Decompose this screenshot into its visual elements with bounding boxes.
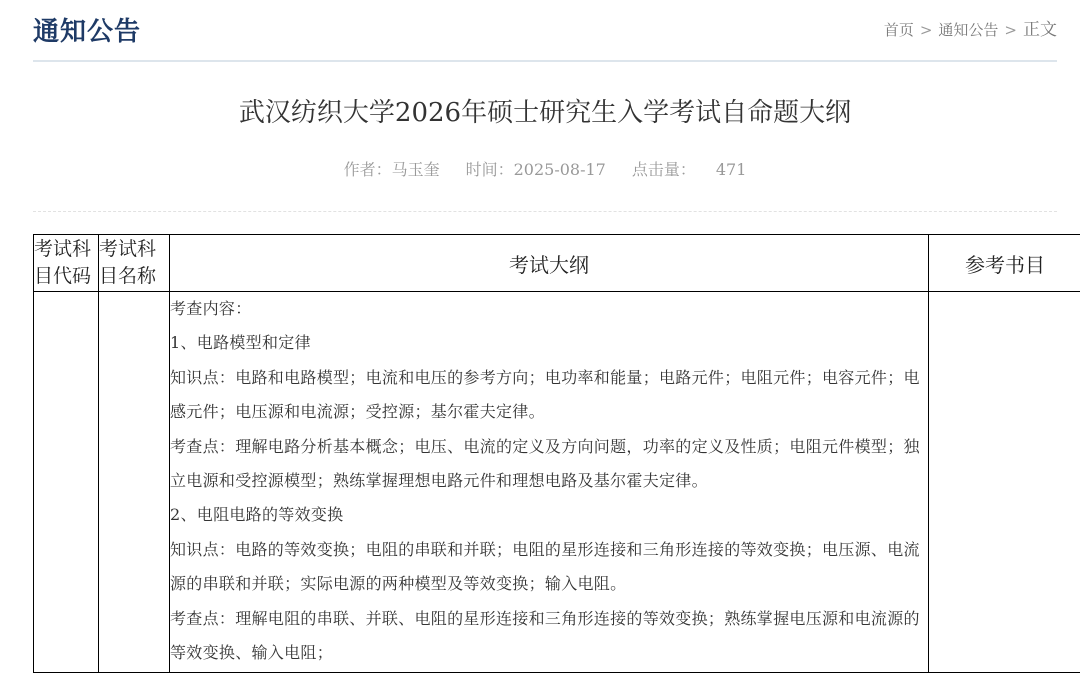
exam-outline-cell: [170, 292, 929, 673]
header-exam-outline: 考试大纲: [170, 235, 929, 292]
content-heading: 考查内容：: [170, 292, 928, 326]
reference-books-cell: [929, 292, 1080, 673]
clicks-label: 点击量：: [632, 160, 696, 179]
breadcrumb-separator: >: [920, 21, 933, 39]
content-section-title: 1、电路模型和定律: [170, 326, 928, 360]
exam-outline-table: [33, 234, 1080, 673]
meta-divider: [33, 211, 1057, 212]
subject-code-cell: [34, 292, 99, 673]
section-title: 通知公告: [33, 15, 141, 49]
breadcrumb-current: 正文: [1023, 20, 1057, 40]
page-header: [33, 0, 1057, 62]
header-subject-code: 考试科目代码: [34, 235, 99, 292]
header-subject-name: 考试科目名称: [99, 235, 170, 292]
breadcrumb-separator: >: [1004, 21, 1017, 39]
article-meta: [33, 158, 1057, 182]
article-title: 武汉纺织大学2026年硕士研究生入学考试自命题大纲: [33, 94, 1057, 132]
breadcrumb: [884, 19, 1057, 41]
header-reference-books: 参考书目: [929, 235, 1080, 292]
content-section-title: 2、电阻电路的等效变换: [170, 498, 928, 532]
clicks-value: 471: [716, 160, 747, 179]
time-value: 2025-08-17: [514, 160, 606, 179]
breadcrumb-notices-link[interactable]: 通知公告: [938, 21, 998, 39]
subject-name-cell: [99, 292, 170, 673]
table-row: [34, 292, 1080, 673]
content-paragraph: 知识点：电路的等效变换；电阻的串联和并联；电阻的星形连接和三角形连接的等效变换；电压源、电流源的串联和并联；实际电源的两种模型及等效变换；输入电阻。: [170, 533, 928, 602]
content-paragraph: 考查点：理解电阻的串联、并联、电阻的星形连接和三角形连接的等效变换；熟练掌握电压源和电流源的等效变换、输入电阻；: [170, 602, 928, 671]
content-paragraph: 考查点：理解电路分析基本概念；电压、电流的定义及方向问题，功率的定义及性质；电阻元件模型；独立电源和受控源模型；熟练掌握理想电路元件和理想电路及基尔霍夫定律。: [170, 430, 928, 499]
table-header-row: [34, 235, 1080, 292]
content-paragraph: 知识点：电路和电路模型；电流和电压的参考方向；电功率和能量；电路元件；电阻元件；电容元件；电感元件；电压源和电流源；受控源；基尔霍夫定律。: [170, 361, 928, 430]
breadcrumb-home-link[interactable]: 首页: [884, 21, 914, 39]
author-value: 马玉奎: [392, 160, 440, 179]
author-label: 作者：: [344, 160, 392, 179]
time-label: 时间：: [466, 160, 514, 179]
